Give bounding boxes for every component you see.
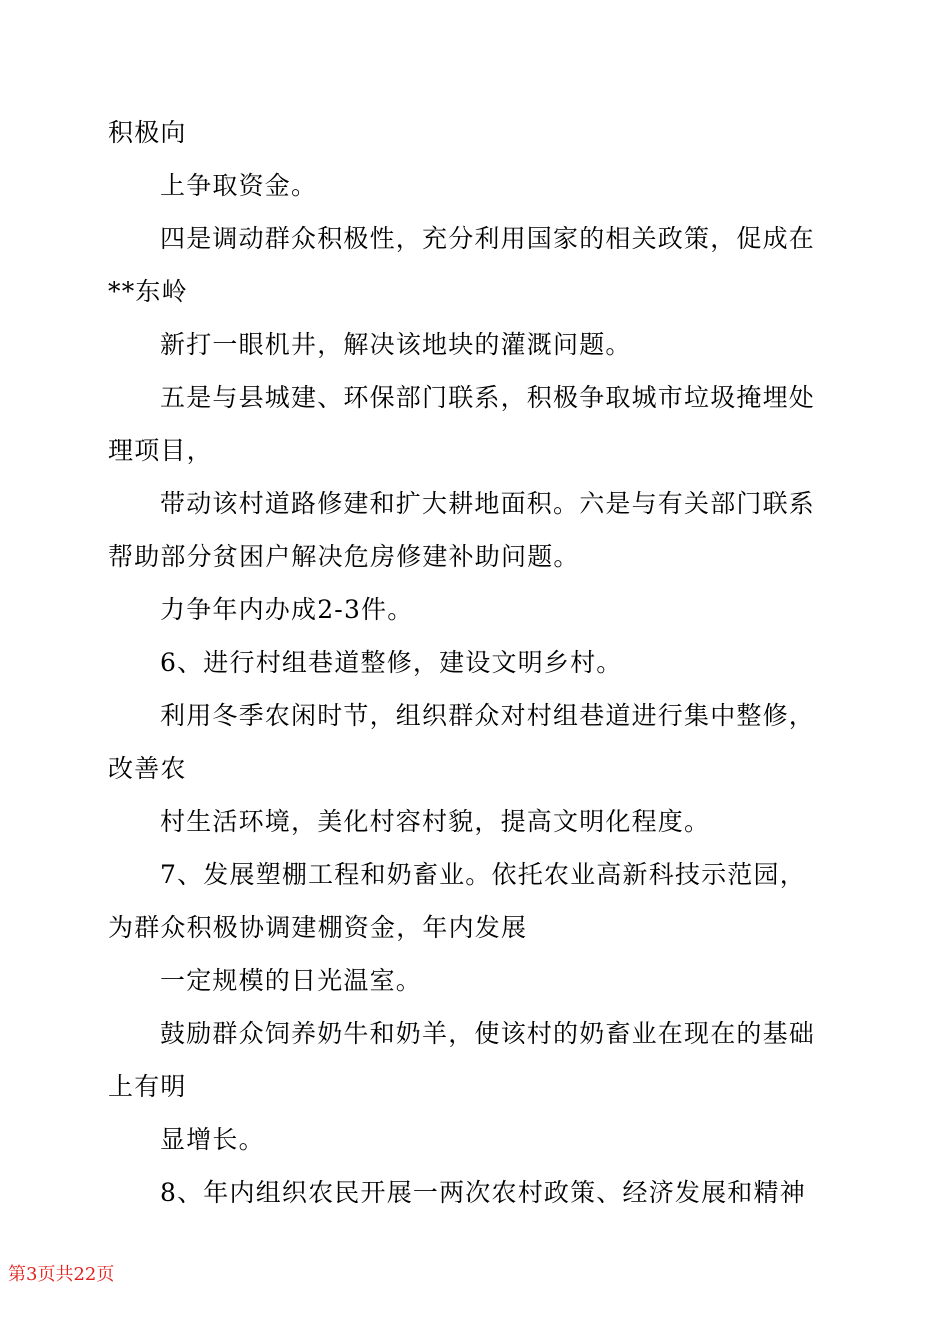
text-line: 五是与县城建、环保部门联系，积极争取城市垃圾掩埋处 [160, 383, 816, 412]
text-line: 村生活环境，美化村容村貌，提高文明化程度。 [160, 807, 711, 836]
text-line: 为群众积极协调建棚资金，年内发展 [108, 913, 528, 942]
text-line: 利用冬季农闲时节，组织群众对村组巷道进行集中整修， [160, 701, 816, 730]
text-line: 帮助部分贫困户解决危房修建补助问题。 [108, 542, 580, 571]
text-line: 理项目， [108, 436, 213, 465]
text-line: 带动该村道路修建和扩大耕地面积。六是与有关部门联系 [160, 489, 816, 518]
text-line: 新打一眼机井，解决该地块的灌溉问题。 [160, 330, 632, 359]
text-line: 显增长。 [160, 1125, 265, 1154]
text-line: **东岭 [108, 277, 188, 306]
text-line: 改善农 [108, 754, 187, 783]
text-line: 力争年内办成2-3件。 [160, 595, 414, 624]
text-line: 一定规模的日光温室。 [160, 966, 423, 995]
text-line: 四是调动群众积极性，充分利用国家的相关政策，促成在 [160, 224, 816, 253]
text-line: 上有明 [108, 1072, 187, 1101]
text-line: 上争取资金。 [160, 171, 318, 200]
text-line: 7、发展塑棚工程和奶畜业。依托农业高新科技示范园， [160, 860, 806, 889]
text-line: 鼓励群众饲养奶牛和奶羊，使该村的奶畜业在现在的基础 [160, 1019, 816, 1048]
text-line: 积极向 [108, 118, 187, 147]
text-line: 8、年内组织农民开展一两次农村政策、经济发展和精神 [160, 1178, 806, 1207]
text-line: 6、进行村组巷道整修，建设文明乡村。 [160, 648, 623, 677]
page-number-footer: 第3页共22页 [8, 1264, 115, 1285]
